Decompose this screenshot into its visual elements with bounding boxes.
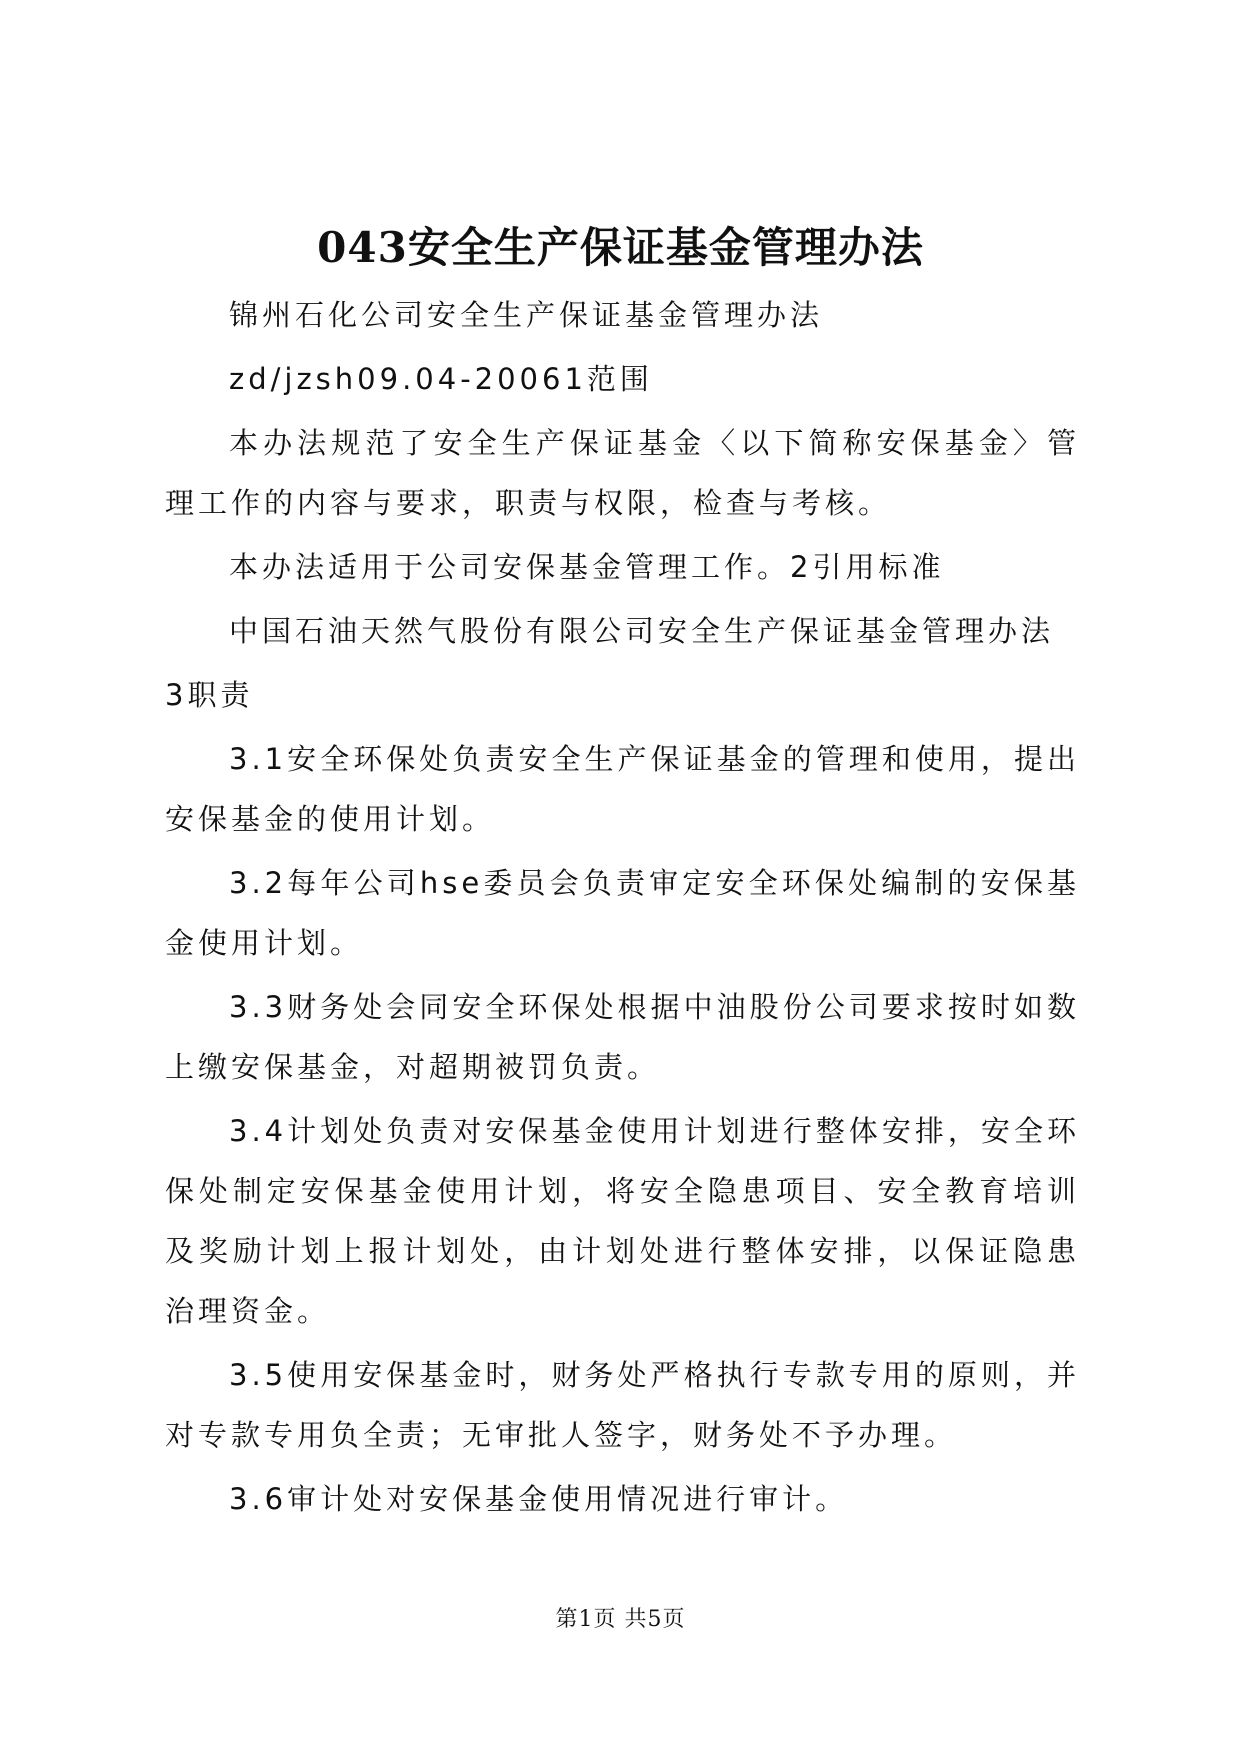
section-heading-duties: 3职责 bbox=[165, 678, 254, 712]
paragraph-3-3: 3.3财务处会同安全环保处根据中油股份公司要求按时如数上缴安保基金，对超期被罚负责。 bbox=[165, 990, 1080, 1084]
paragraph-subtitle: 锦州石化公司安全生产保证基金管理办法 bbox=[229, 298, 824, 332]
paragraph-document-code: zd/jzsh09.04-20061范围 bbox=[229, 362, 653, 396]
paragraph-reference-standard: 中国石油天然气股份有限公司安全生产保证基金管理办法 bbox=[229, 614, 1055, 648]
paragraph-3-5: 3.5使用安保基金时，财务处严格执行专款专用的原则，并对专款专用负全责；无审批人签字，财务处不予办理。 bbox=[165, 1358, 1080, 1452]
paragraph-3-4: 3.4计划处负责对安保基金使用计划进行整体安排，安全环保处制定安保基金使用计划，将安全隐患项目、安全教育培训及奖励计划上报计划处，由计划处进行整体安排，以保证隐患治理资金。 bbox=[165, 1114, 1080, 1328]
paragraph-applicability: 本办法适用于公司安保基金管理工作。2引用标准 bbox=[229, 550, 945, 584]
paragraph-3-1: 3.1安全环保处负责安全生产保证基金的管理和使用，提出安保基金的使用计划。 bbox=[165, 742, 1080, 836]
document-body bbox=[165, 285, 1080, 1533]
paragraph-3-6: 3.6审计处对安保基金使用情况进行审计。 bbox=[229, 1482, 849, 1516]
page-number-footer: 第1页 共5页 bbox=[555, 1607, 686, 1632]
document-title: 043安全生产保证基金管理办法 bbox=[317, 223, 924, 272]
paragraph-scope: 本办法规范了安全生产保证基金〈以下简称安保基金〉管理工作的内容与要求，职责与权限，检查与考核。 bbox=[165, 426, 1080, 520]
paragraph-3-2: 3.2每年公司hse委员会负责审定安全环保处编制的安保基金使用计划。 bbox=[165, 866, 1080, 960]
